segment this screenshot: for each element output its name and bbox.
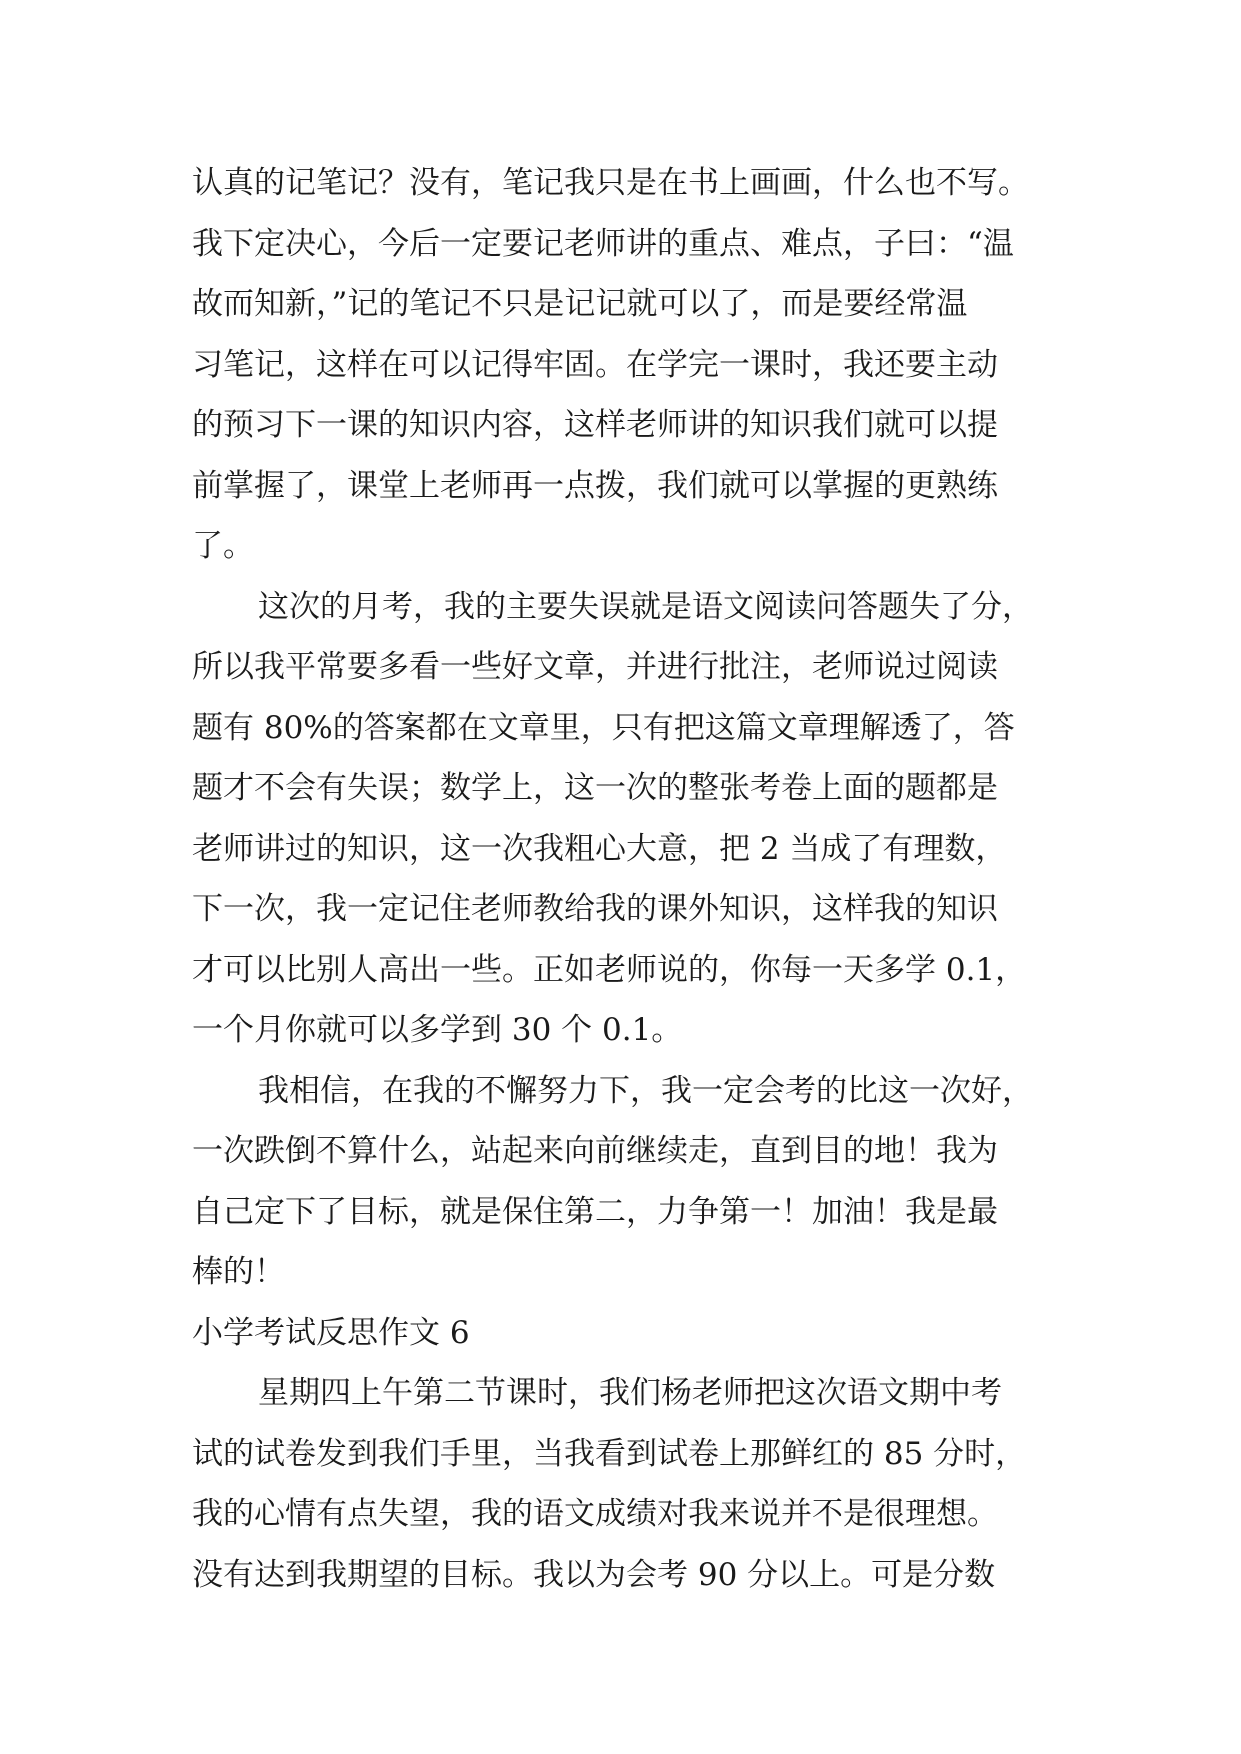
paragraph-first-line: 我相信，在我的不懈努力下，我一定会考的比这一次好， xyxy=(258,1072,1033,1109)
text-line: 下一次，我一定记住老师教给我的课外知识，这样我的知识 xyxy=(192,891,998,927)
text-line: 故而知新，”记的笔记不只是记记就可以了，而是要经常温 xyxy=(192,286,968,322)
text-line: 所以我平常要多看一些好文章，并进行批注，老师说过阅读 xyxy=(192,649,998,685)
text-line: 前掌握了，课堂上老师再一点拨，我们就可以掌握的更熟练 xyxy=(192,467,998,504)
text-line: 题有 80%的答案都在文章里，只有把这篇文章理解透了，答 xyxy=(192,709,1015,746)
text-line: 试的试卷发到我们手里，当我看到试卷上那鲜红的 85 分时， xyxy=(192,1435,1027,1472)
paragraph-first-line: 这次的月考，我的主要失误就是语文阅读问答题失了分， xyxy=(258,588,1033,625)
text-line: 我下定决心，今后一定要记老师讲的重点、难点，子曰：“温 xyxy=(192,225,1014,262)
text-line: 习笔记，这样在可以记得牢固。在学完一课时，我还要主动 xyxy=(192,346,998,383)
text-line: 我的心情有点失望，我的语文成绩对我来说并不是很理想。 xyxy=(192,1496,998,1532)
text-line: 了。 xyxy=(192,528,254,564)
text-line: 的预习下一课的知识内容，这样老师讲的知识我们就可以提 xyxy=(192,407,998,443)
document-body xyxy=(192,153,1052,1605)
text-line: 题才不会有失误；数学上，这一次的整张考卷上面的题都是 xyxy=(192,770,998,806)
text-line: 一次跌倒不算什么，站起来向前继续走，直到目的地！我为 xyxy=(192,1133,998,1169)
text-line: 没有达到我期望的目标。我以为会考 90 分以上。可是分数 xyxy=(192,1556,996,1593)
text-line: 才可以比别人高出一些。正如老师说的，你每一天多学 0.1， xyxy=(192,951,1027,988)
paragraph-first-line: 星期四上午第二节课时，我们杨老师把这次语文期中考 xyxy=(258,1375,1002,1411)
text-line: 认真的记笔记？没有，笔记我只是在书上画画，什么也不写。 xyxy=(192,165,1029,201)
text-line: 棒的！ xyxy=(192,1254,285,1290)
text-line: 一个月你就可以多学到 30 个 0.1。 xyxy=(192,1012,683,1048)
section-heading: 小学考试反思作文 6 xyxy=(192,1314,470,1351)
text-line: 老师讲过的知识，这一次我粗心大意，把 2 当成了有理数， xyxy=(192,830,1007,867)
text-line: 自己定下了目标，就是保住第二，力争第一！加油！我是最 xyxy=(192,1193,998,1230)
